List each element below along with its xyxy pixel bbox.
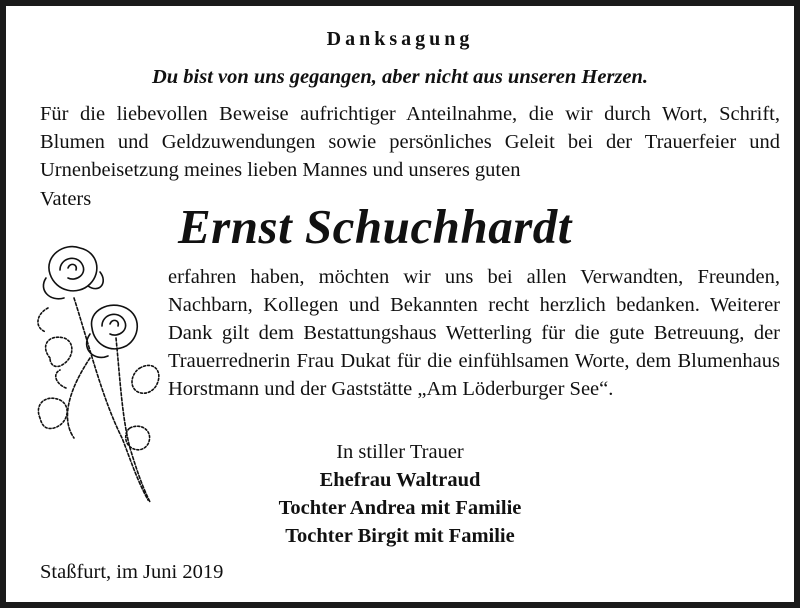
deceased-name: Ernst Schuchhardt bbox=[178, 199, 572, 254]
signature-lead: In stiller Trauer bbox=[336, 441, 464, 463]
family-member: Tochter Andrea mit Familie bbox=[278, 497, 522, 519]
signature-block bbox=[6, 438, 794, 550]
thanks-paragraph: erfahren haben, möchten wir uns bei allen Verwandten, Freunden, Nachbarn, Kollegen und Bekannten recht herzlich bedanken. Weiterer Dank gilt dem Bestattungshaus Wetterling für die gute Betreuung, der Trauerrednerin Frau Dukat für die einfühlsamen Worte, dem Blumenhaus Horstmann und der Gaststätte „Am Löderburger See“. bbox=[168, 266, 780, 400]
intro-last-word: Vaters bbox=[40, 188, 92, 210]
intro-paragraph: Für die liebevollen Beweise aufrichtiger Anteilnahme, die wir durch Wort, Schrift, Blumen und Geldzuwendungen sowie persönliches Geleit bei der Trauerfeier und Urnenbeisetzung meines lieben Mannes und unseres guten bbox=[40, 103, 780, 181]
place-date: Staßfurt, im Juni 2019 bbox=[40, 561, 224, 583]
family-member: Ehefrau Waltraud bbox=[319, 469, 481, 491]
notice-heading: Danksagung bbox=[326, 28, 474, 50]
family-member: Tochter Birgit mit Familie bbox=[285, 525, 515, 547]
notice-subheading: Du bist von uns gegangen, aber nicht aus unseren Herzen. bbox=[151, 66, 649, 88]
